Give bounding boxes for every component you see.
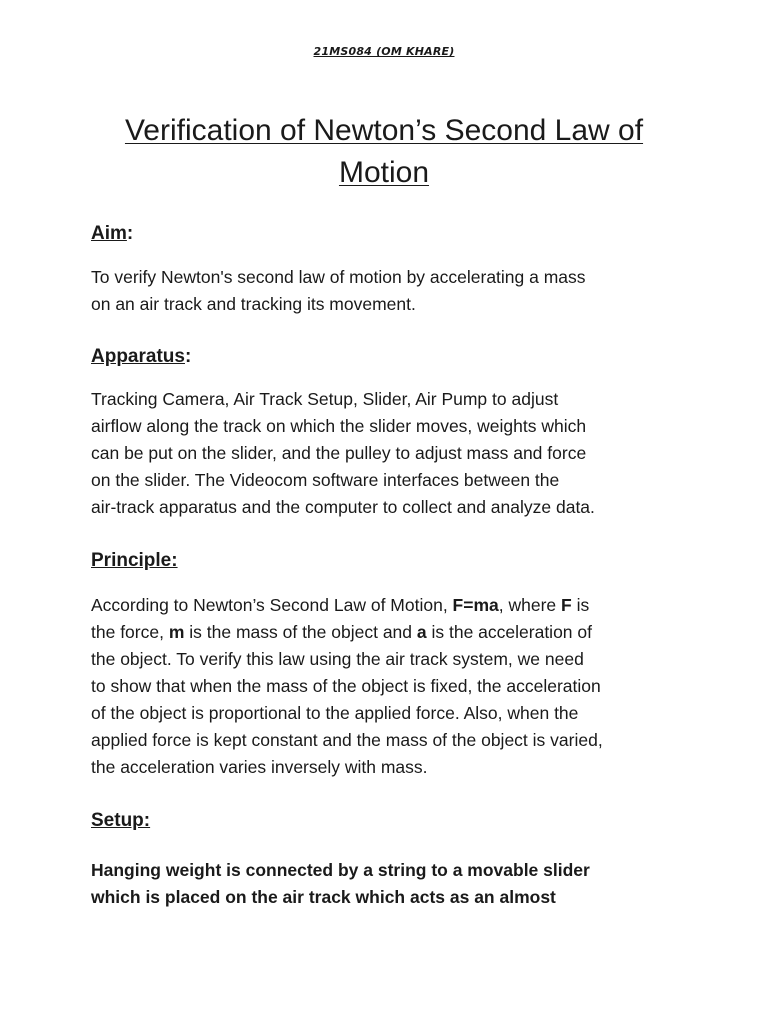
principle-line: the object. To verify this law using the air track system, we need <box>91 649 584 669</box>
setup-heading-label: Setup: <box>91 810 151 831</box>
aim-heading-colon: : <box>126 223 134 244</box>
apparatus-heading <box>91 345 191 369</box>
setup-heading <box>91 809 150 833</box>
setup-line: Hanging weight is connected by a string to a movable slider <box>91 860 590 880</box>
formula-text: F=ma <box>452 595 499 615</box>
apparatus-heading-label: Apparatus <box>91 346 185 367</box>
principle-line: applied force is kept constant and the mass of the object is varied, <box>91 730 603 750</box>
principle-line: of the object is proportional to the applied force. Also, when the <box>91 703 579 723</box>
aim-line: on an air track and tracking its movement. <box>91 294 416 314</box>
document-title <box>80 110 688 194</box>
principle-line: to show that when the mass of the object is fixed, the acceleration <box>91 676 601 696</box>
title-line-1: Verification of Newton’s Second Law of <box>124 114 644 147</box>
apparatus-heading-colon: : <box>184 346 192 367</box>
apparatus-line: Tracking Camera, Air Track Setup, Slider, Air Pump to adjust <box>91 389 559 409</box>
title-line-2: Motion <box>338 156 430 189</box>
setup-line: which is placed on the air track which acts as an almost <box>91 887 556 907</box>
apparatus-line: air-track apparatus and the computer to collect and analyze data. <box>91 497 595 517</box>
symbol-force: F <box>561 595 572 615</box>
text-run: is <box>571 595 590 615</box>
aim-heading-label: Aim <box>91 223 127 244</box>
principle-line-definitions <box>91 619 691 646</box>
principle-paragraph <box>91 592 691 781</box>
aim-line: To verify Newton's second law of motion by accelerating a mass <box>91 267 586 287</box>
symbol-acceleration: a <box>416 622 427 642</box>
aim-paragraph <box>91 264 691 318</box>
principle-line: the acceleration varies inversely with mass. <box>91 757 428 777</box>
text-run: is the mass of the object and <box>184 622 417 642</box>
text-run: is the acceleration of <box>426 622 592 642</box>
principle-heading <box>91 549 178 573</box>
author-id-header: 21MS084 (OM KHARE) <box>313 45 455 58</box>
principle-heading-label: Principle: <box>91 550 178 571</box>
apparatus-line: airflow along the track on which the slider moves, weights which <box>91 416 587 436</box>
text-run: According to Newton’s Second Law of Motion, <box>91 595 453 615</box>
apparatus-paragraph <box>91 386 691 521</box>
apparatus-line: can be put on the slider, and the pulley to adjust mass and force <box>91 443 587 463</box>
setup-paragraph <box>91 857 691 911</box>
text-run: the force, <box>91 622 169 642</box>
aim-heading <box>91 222 133 246</box>
text-run: , where <box>498 595 561 615</box>
apparatus-line: on the slider. The Videocom software interfaces between the <box>91 470 560 490</box>
symbol-mass: m <box>168 622 185 642</box>
principle-line-formula <box>91 592 691 619</box>
